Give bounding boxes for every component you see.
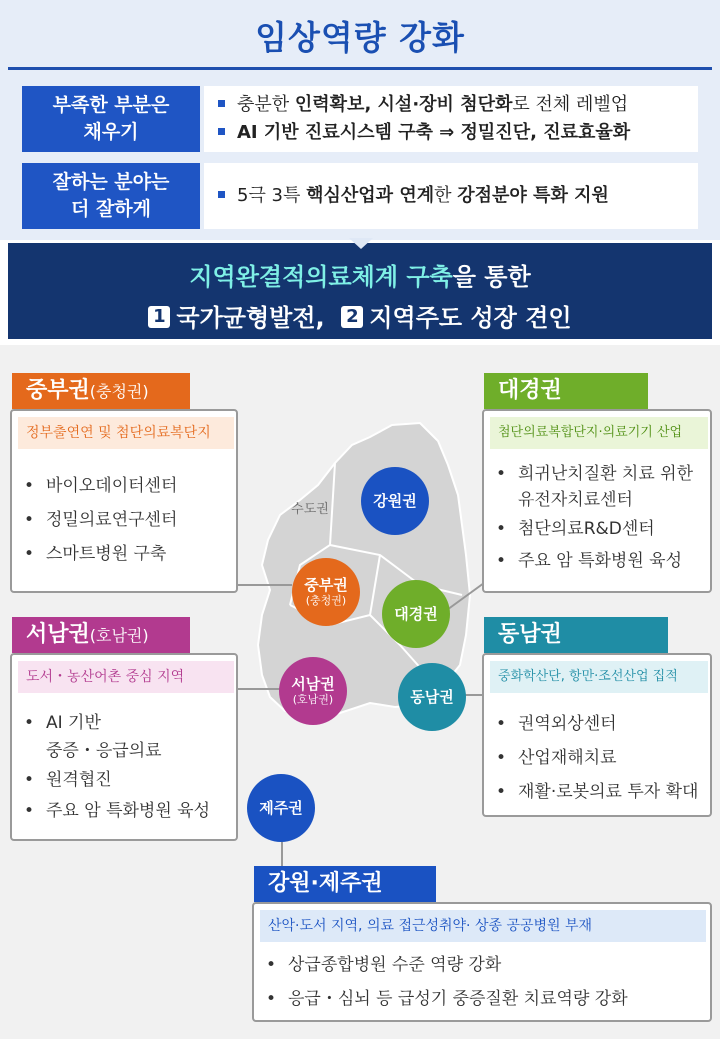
region-list (496, 461, 693, 577)
region-list (496, 707, 698, 809)
region-focus: 중화학산단, 항만·조선산업 집적 (490, 661, 708, 693)
region-tag-seonam (12, 617, 190, 653)
list-item (496, 545, 693, 577)
row-label (22, 86, 200, 152)
region-circle-seonam (279, 657, 347, 725)
list-item (24, 796, 210, 827)
row-label-line: 부족한 부분은 (52, 94, 170, 116)
region-circle-jungbu (292, 558, 360, 626)
region-card-dongnam (482, 653, 712, 817)
strategy-row-fill-gaps (22, 86, 698, 152)
banner-goal: 지역주도 성장 견인 (369, 304, 572, 332)
item-text: 바이오데이터센터 (46, 476, 178, 496)
region-subname: (호남권) (89, 626, 149, 645)
row-content (204, 163, 698, 229)
item-text: 중증・응급의료 (46, 741, 162, 761)
circle-sublabel: (충청권) (305, 594, 347, 607)
banner-text: 을 통한 (452, 263, 531, 291)
item-text: 상급종합병원 수준 역량 강화 (288, 955, 502, 975)
region-focus: 도서・농산어촌 중심 지역 (18, 661, 234, 693)
list-item (266, 982, 628, 1016)
bullet: • (496, 551, 507, 571)
banner-line-1 (8, 257, 712, 292)
list-item (24, 709, 210, 737)
region-card-jungbu (10, 409, 238, 593)
banner-goal: 국가균형발전, (176, 304, 325, 332)
region-name: 서남권 (26, 622, 90, 647)
bullet: • (266, 989, 277, 1009)
circle-label: 동남권 (410, 688, 454, 706)
list-item (496, 461, 693, 487)
region-name: 대경권 (498, 378, 562, 403)
region-tag-gangwonjeju (254, 866, 436, 902)
list-item (496, 741, 698, 775)
row-label-line: 잘하는 분야는 (52, 171, 170, 193)
region-focus: 정부출연연 및 첨단의료복단지 (18, 417, 234, 449)
region-focus: 첨단의료복합단지·의료기기 산업 (490, 417, 708, 449)
circle-label: 서남권 (291, 675, 335, 693)
region-name: 동남권 (498, 622, 562, 647)
text-part: 5극 3특 (237, 185, 307, 206)
region-circle-dongnam (398, 663, 466, 731)
item-text: 권역외상센터 (518, 714, 617, 734)
region-circle-gangwon (361, 467, 429, 535)
list-item (24, 503, 177, 537)
region-card-daegyeong (482, 409, 712, 593)
region-card-seonam (10, 653, 238, 841)
text-emphasis: AI 기반 진료시스템 구축 ⇒ 정밀진단, 진료효율화 (237, 122, 631, 143)
region-circle-daegyeong (382, 580, 450, 648)
item-text: 재활·로봇의료 투자 확대 (518, 782, 699, 802)
row-bullet-line (204, 182, 698, 210)
strategy-row-strengthen (22, 163, 698, 229)
region-subname: (충청권) (89, 382, 149, 401)
circle-sublabel: (호남권) (292, 693, 334, 706)
bullet: • (496, 782, 507, 802)
bullet: • (24, 801, 35, 821)
row-label-line: 채우기 (83, 121, 139, 143)
row-label (22, 163, 200, 229)
item-text: 첨단의료R&D센터 (518, 519, 655, 539)
text-emphasis: 강점분야 특화 지원 (457, 185, 609, 206)
number-badge: 1 (148, 306, 170, 328)
region-card-gangwonjeju (252, 902, 712, 1022)
list-item (266, 948, 628, 982)
bullet: • (496, 464, 507, 484)
circle-label: 제주권 (259, 799, 303, 817)
square-bullet-icon (218, 100, 225, 107)
goal-banner (8, 243, 712, 339)
region-focus: 산악·도서 지역, 의료 접근성취약· 상종 공공병원 부재 (260, 910, 706, 942)
row-content (204, 86, 698, 152)
list-item (496, 707, 698, 741)
number-badge: 2 (341, 306, 363, 328)
text-part: 로 전체 레벨업 (512, 94, 629, 115)
arrow-down-icon (349, 238, 373, 249)
item-text: 유전자치료센터 (518, 490, 633, 510)
region-list (24, 469, 177, 571)
bullet: • (496, 714, 507, 734)
region-circle-jeju (247, 774, 315, 842)
bullet: • (266, 955, 277, 975)
banner-highlight: 지역완결적의료체계 구축 (189, 263, 453, 291)
item-text: 원격협진 (46, 770, 112, 790)
item-text: 희귀난치질환 치료 위한 (518, 464, 694, 484)
item-text: AI 기반 (46, 713, 101, 733)
region-tag-daegyeong (484, 373, 648, 409)
title-underline (8, 67, 712, 70)
page-title: 임상역량 강화 (255, 18, 465, 57)
item-text: 산업재해치료 (518, 748, 617, 768)
item-text: 스마트병원 구축 (46, 544, 167, 564)
text-part: 한 (434, 185, 458, 206)
row-bullet-line (204, 91, 698, 119)
region-tag-dongnam (484, 617, 668, 653)
capital-area-label: 수도권 (291, 502, 329, 517)
item-text: 주요 암 특화병원 육성 (518, 551, 683, 571)
bullet: • (24, 544, 35, 564)
text-emphasis: 핵심산업과 연계 (306, 185, 435, 206)
list-item (496, 513, 693, 545)
region-name: 중부권 (26, 378, 90, 403)
bullet: • (496, 519, 507, 539)
circle-label: 중부권 (304, 576, 348, 594)
text-emphasis: 인력확보, 시설·장비 첨단화 (294, 94, 513, 115)
bullet: • (24, 476, 35, 496)
list-item (496, 775, 698, 809)
region-list (266, 948, 628, 1016)
list-item (24, 765, 210, 796)
square-bullet-icon (218, 128, 225, 135)
item-text: 응급・심뇌 등 급성기 중증질환 치료역량 강화 (288, 989, 628, 1009)
list-item (24, 537, 177, 571)
list-item (24, 469, 177, 503)
circle-label: 강원권 (373, 492, 417, 510)
bullet: • (24, 510, 35, 530)
bullet: • (496, 748, 507, 768)
square-bullet-icon (218, 191, 225, 198)
region-list (24, 709, 210, 827)
banner-line-2 (8, 298, 712, 333)
item-text: 주요 암 특화병원 육성 (46, 801, 211, 821)
circle-label: 대경권 (394, 605, 438, 623)
row-bullet-line (204, 119, 698, 147)
item-text: 정밀의료연구센터 (46, 510, 178, 530)
bullet: • (24, 770, 35, 790)
text-part: 충분한 (237, 94, 295, 115)
list-item-continuation (24, 737, 210, 765)
region-tag-jungbu (12, 373, 190, 409)
region-name: 강원·제주권 (268, 871, 383, 896)
bullet: • (24, 713, 35, 733)
row-label-line: 더 잘하게 (70, 198, 152, 220)
list-item-continuation (496, 487, 693, 513)
